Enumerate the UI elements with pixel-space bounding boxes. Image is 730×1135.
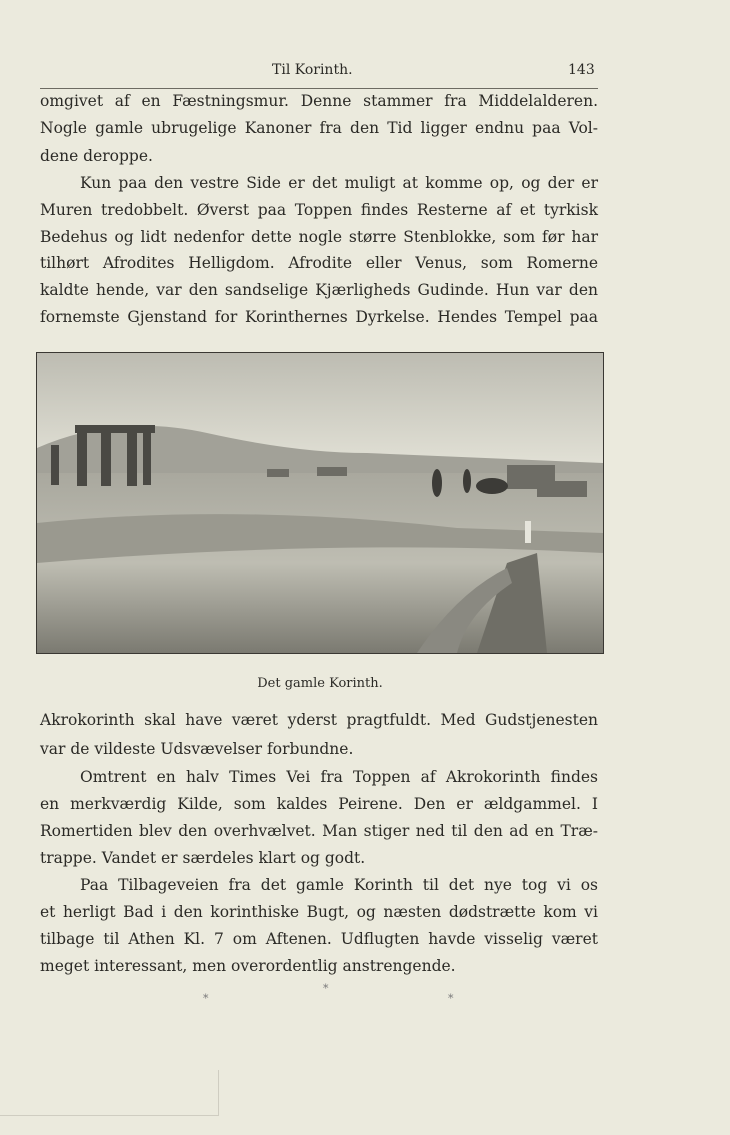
page-number: 143 [568,62,595,78]
header-rule [40,88,598,89]
text-line: Paa Tilbageveien fra det gamle Korinth til det nye tog vi os [80,876,598,894]
running-title: Til Korinth. [272,62,353,78]
text-line: en merkværdig Kilde, som kaldes Peirene. Den er ældgammel. I [40,795,598,813]
text-line: meget interessant, men overordentlig anstrengende. [40,957,456,975]
text-line: dene deroppe. [40,147,153,165]
text-line: et herligt Bad i den korinthiske Bugt, og næsten dødstrætte kom vi [40,903,598,921]
text-line: Akrokorinth skal have været yderst pragtfuldt. Med Gudstjenesten [40,711,598,729]
text-line: trappe. Vandet er særdeles klart og godt. [40,849,366,867]
text-line: fornemste Gjenstand for Korinthernes Dyrkelse. Hendes Tempel paa [40,308,598,326]
text-line: Bedehus og lidt nedenfor dette nogle større Stenblokke, som før har [40,228,598,246]
section-break-asterisk: * [203,992,209,1005]
scan-artifact-box [0,1070,219,1116]
text-line: Nogle gamle ubrugelige Kanoner fra den Tid ligger endnu paa Vol- [40,119,598,137]
figure-caption: Det gamle Korinth. [257,676,383,691]
section-break-asterisk: * [448,992,454,1005]
text-line: tilhørt Afrodites Helligdom. Afrodite eller Venus, som Romerne [40,254,598,272]
text-line: omgivet af en Fæstningsmur. Denne stammer fra Middelalderen. [40,92,598,110]
engraving-old-corinth [36,352,604,654]
section-break-asterisk: * [323,982,329,995]
text-line: var de vildeste Udsvævelser forbundne. [40,740,354,758]
text-line: tilbage til Athen Kl. 7 om Aftenen. Udflugten havde visselig været [40,930,598,948]
text-line: Muren tredobbelt. Øverst paa Toppen findes Resterne af et tyrkisk [40,201,598,219]
text-line: Kun paa den vestre Side er det muligt at komme op, og der er [80,174,598,192]
text-line: Romertiden blev den overhvælvet. Man stiger ned til den ad en Træ- [40,822,598,840]
text-line: kaldte hende, var den sandselige Kjærligheds Gudinde. Hun var den [40,281,598,299]
text-line: Omtrent en halv Times Vei fra Toppen af Akrokorinth findes [80,768,598,786]
